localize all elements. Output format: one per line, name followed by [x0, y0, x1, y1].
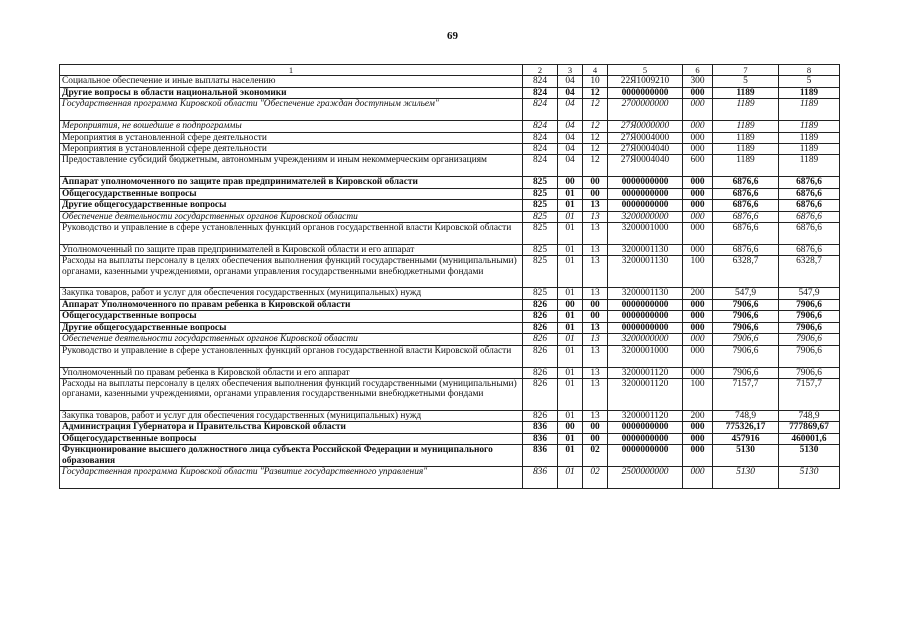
- row-expense-type-cell: 000: [683, 188, 713, 199]
- row-target-article-cell: 22Я1009210: [608, 76, 683, 87]
- table-row: [60, 378, 840, 410]
- row-subsection-cell: 00: [583, 188, 608, 199]
- column-header: 5: [608, 65, 683, 76]
- budget-table-body: [60, 65, 840, 489]
- row-section-cell: 01: [558, 211, 583, 222]
- row-section-cell: 01: [558, 200, 583, 211]
- row-amount-year2-cell: 7157,7: [779, 378, 840, 410]
- row-name-cell: Руководство и управление в сфере установленных функций органов государственной власти Кировской области: [60, 223, 523, 245]
- row-expense-type-cell: 000: [683, 121, 713, 132]
- row-amount-year2-cell: 460001,6: [779, 433, 840, 444]
- row-amount-year2-cell: 6876,6: [779, 223, 840, 245]
- row-subsection-cell: 12: [583, 132, 608, 143]
- row-name-cell: Другие вопросы в области национальной экономики: [60, 87, 523, 98]
- row-amount-year1-cell: 7906,6: [713, 367, 779, 378]
- row-expense-type-cell: 000: [683, 87, 713, 98]
- row-name-cell: Общегосударственные вопросы: [60, 311, 523, 322]
- row-amount-year2-cell: 7906,6: [779, 311, 840, 322]
- table-row: [60, 155, 840, 177]
- row-target-article-cell: 0000000000: [608, 188, 683, 199]
- row-target-article-cell: 0000000000: [608, 445, 683, 467]
- row-subsection-cell: 13: [583, 322, 608, 333]
- row-expense-type-cell: 000: [683, 445, 713, 467]
- row-subsection-cell: 13: [583, 378, 608, 410]
- row-subsection-cell: 02: [583, 467, 608, 489]
- row-expense-type-cell: 000: [683, 211, 713, 222]
- row-section-cell: 01: [558, 378, 583, 410]
- row-section-cell: 01: [558, 245, 583, 256]
- table-row: [60, 299, 840, 310]
- row-gov-code-cell: 824: [523, 121, 558, 132]
- row-name-cell: Мероприятия, не вошедшие в подпрограммы: [60, 121, 523, 132]
- row-amount-year1-cell: 6876,6: [713, 245, 779, 256]
- row-target-article-cell: 3200001130: [608, 245, 683, 256]
- row-expense-type-cell: 000: [683, 322, 713, 333]
- row-subsection-cell: 12: [583, 121, 608, 132]
- row-expense-type-cell: 600: [683, 155, 713, 177]
- row-subsection-cell: 13: [583, 200, 608, 211]
- row-amount-year2-cell: 6876,6: [779, 245, 840, 256]
- row-expense-type-cell: 000: [683, 334, 713, 345]
- table-row: [60, 288, 840, 299]
- row-amount-year1-cell: 7906,6: [713, 345, 779, 367]
- row-target-article-cell: 3200000000: [608, 334, 683, 345]
- row-name-cell: Закупка товаров, работ и услуг для обеспечения государственных (муниципальных) нужд: [60, 410, 523, 421]
- row-expense-type-cell: 000: [683, 367, 713, 378]
- row-expense-type-cell: 000: [683, 245, 713, 256]
- row-amount-year2-cell: 7906,6: [779, 322, 840, 333]
- table-row: [60, 311, 840, 322]
- row-expense-type-cell: 000: [683, 132, 713, 143]
- table-row: [60, 76, 840, 87]
- row-amount-year1-cell: 6328,7: [713, 256, 779, 288]
- table-row: [60, 87, 840, 98]
- row-amount-year2-cell: 777869,67: [779, 422, 840, 433]
- row-amount-year2-cell: 1189: [779, 87, 840, 98]
- row-subsection-cell: 12: [583, 155, 608, 177]
- row-target-article-cell: 0000000000: [608, 433, 683, 444]
- table-row: [60, 433, 840, 444]
- row-amount-year1-cell: 1189: [713, 99, 779, 121]
- row-amount-year2-cell: 6876,6: [779, 211, 840, 222]
- row-subsection-cell: 00: [583, 422, 608, 433]
- row-gov-code-cell: 824: [523, 87, 558, 98]
- row-target-article-cell: 0000000000: [608, 87, 683, 98]
- row-amount-year2-cell: 1189: [779, 132, 840, 143]
- row-section-cell: 00: [558, 177, 583, 188]
- row-section-cell: 04: [558, 87, 583, 98]
- row-amount-year1-cell: 6876,6: [713, 200, 779, 211]
- table-row: [60, 345, 840, 367]
- row-section-cell: 04: [558, 99, 583, 121]
- row-amount-year2-cell: 1189: [779, 144, 840, 155]
- row-section-cell: 00: [558, 422, 583, 433]
- row-gov-code-cell: 826: [523, 378, 558, 410]
- row-amount-year2-cell: 5130: [779, 467, 840, 489]
- row-name-cell: Другие общегосударственные вопросы: [60, 200, 523, 211]
- row-amount-year2-cell: 6876,6: [779, 177, 840, 188]
- table-row: [60, 177, 840, 188]
- row-expense-type-cell: 200: [683, 410, 713, 421]
- budget-table: [59, 64, 840, 489]
- row-gov-code-cell: 825: [523, 200, 558, 211]
- row-subsection-cell: 13: [583, 367, 608, 378]
- row-target-article-cell: 0000000000: [608, 299, 683, 310]
- row-target-article-cell: 3200000000: [608, 211, 683, 222]
- row-expense-type-cell: 000: [683, 299, 713, 310]
- row-name-cell: Государственная программа Кировской области "Развитие государственного управления": [60, 467, 523, 489]
- column-header: 8: [779, 65, 840, 76]
- row-target-article-cell: 3200001000: [608, 345, 683, 367]
- row-target-article-cell: 3200001130: [608, 256, 683, 288]
- row-subsection-cell: 12: [583, 99, 608, 121]
- row-subsection-cell: 00: [583, 177, 608, 188]
- row-amount-year1-cell: 1189: [713, 144, 779, 155]
- row-target-article-cell: 2700000000: [608, 99, 683, 121]
- row-gov-code-cell: 826: [523, 334, 558, 345]
- row-name-cell: Мероприятия в установленной сфере деятельности: [60, 144, 523, 155]
- row-name-cell: Мероприятия в установленной сфере деятельности: [60, 132, 523, 143]
- row-name-cell: Государственная программа Кировской области "Обеспечение граждан доступным жильем": [60, 99, 523, 121]
- row-gov-code-cell: 836: [523, 445, 558, 467]
- row-amount-year1-cell: 1189: [713, 121, 779, 132]
- row-target-article-cell: 3200001120: [608, 378, 683, 410]
- row-section-cell: 01: [558, 322, 583, 333]
- row-section-cell: 01: [558, 223, 583, 245]
- row-amount-year1-cell: 748,9: [713, 410, 779, 421]
- table-row: [60, 223, 840, 245]
- row-name-cell: Уполномоченный по правам ребенка в Кировской области и его аппарат: [60, 367, 523, 378]
- row-section-cell: 01: [558, 256, 583, 288]
- row-gov-code-cell: 826: [523, 345, 558, 367]
- row-amount-year2-cell: 7906,6: [779, 367, 840, 378]
- row-subsection-cell: 12: [583, 144, 608, 155]
- row-amount-year2-cell: 6876,6: [779, 188, 840, 199]
- row-expense-type-cell: 000: [683, 200, 713, 211]
- row-subsection-cell: 13: [583, 288, 608, 299]
- row-expense-type-cell: 000: [683, 467, 713, 489]
- row-expense-type-cell: 200: [683, 288, 713, 299]
- table-row: [60, 144, 840, 155]
- table-row: [60, 467, 840, 489]
- row-name-cell: Уполномоченный по защите прав предпринимателей в Кировской области и его аппарат: [60, 245, 523, 256]
- column-header: 6: [683, 65, 713, 76]
- row-section-cell: 01: [558, 288, 583, 299]
- row-subsection-cell: 13: [583, 334, 608, 345]
- row-amount-year1-cell: 7906,6: [713, 311, 779, 322]
- row-amount-year2-cell: 748,9: [779, 410, 840, 421]
- row-gov-code-cell: 824: [523, 99, 558, 121]
- row-expense-type-cell: 000: [683, 345, 713, 367]
- row-subsection-cell: 02: [583, 445, 608, 467]
- row-amount-year2-cell: 7906,6: [779, 299, 840, 310]
- row-name-cell: Предоставление субсидий бюджетным, автономным учреждениям и иным некоммерческим организациям: [60, 155, 523, 177]
- row-gov-code-cell: 824: [523, 132, 558, 143]
- row-subsection-cell: 13: [583, 345, 608, 367]
- row-expense-type-cell: 100: [683, 378, 713, 410]
- row-expense-type-cell: 000: [683, 99, 713, 121]
- row-subsection-cell: 13: [583, 256, 608, 288]
- row-amount-year1-cell: 6876,6: [713, 223, 779, 245]
- row-amount-year1-cell: 7157,7: [713, 378, 779, 410]
- row-amount-year1-cell: 5130: [713, 467, 779, 489]
- table-row: [60, 132, 840, 143]
- column-header: 3: [558, 65, 583, 76]
- table-row: [60, 245, 840, 256]
- row-amount-year2-cell: 1189: [779, 155, 840, 177]
- page-number: 69: [447, 30, 458, 42]
- row-amount-year1-cell: 457916: [713, 433, 779, 444]
- row-amount-year2-cell: 6328,7: [779, 256, 840, 288]
- row-amount-year1-cell: 6876,6: [713, 188, 779, 199]
- row-subsection-cell: 00: [583, 311, 608, 322]
- row-gov-code-cell: 826: [523, 322, 558, 333]
- row-target-article-cell: 0000000000: [608, 322, 683, 333]
- row-amount-year1-cell: 7906,6: [713, 322, 779, 333]
- row-gov-code-cell: 836: [523, 422, 558, 433]
- table-row: [60, 322, 840, 333]
- row-amount-year1-cell: 1189: [713, 132, 779, 143]
- row-section-cell: 01: [558, 433, 583, 444]
- table-row: [60, 422, 840, 433]
- table-row: [60, 99, 840, 121]
- table-row: [60, 200, 840, 211]
- table-row: [60, 410, 840, 421]
- row-amount-year1-cell: 6876,6: [713, 177, 779, 188]
- row-section-cell: 01: [558, 334, 583, 345]
- row-amount-year2-cell: 7906,6: [779, 334, 840, 345]
- row-subsection-cell: 13: [583, 245, 608, 256]
- row-section-cell: 04: [558, 76, 583, 87]
- row-name-cell: Общегосударственные вопросы: [60, 188, 523, 199]
- table-row: [60, 334, 840, 345]
- row-gov-code-cell: 836: [523, 467, 558, 489]
- table-row: [60, 256, 840, 288]
- row-target-article-cell: 3200001130: [608, 288, 683, 299]
- row-expense-type-cell: 300: [683, 76, 713, 87]
- row-section-cell: 01: [558, 410, 583, 421]
- row-target-article-cell: 27Я0004000: [608, 132, 683, 143]
- row-amount-year1-cell: 6876,6: [713, 211, 779, 222]
- row-target-article-cell: 0000000000: [608, 177, 683, 188]
- row-amount-year1-cell: 1189: [713, 87, 779, 98]
- column-header: 4: [583, 65, 608, 76]
- row-section-cell: 01: [558, 367, 583, 378]
- row-amount-year1-cell: 5130: [713, 445, 779, 467]
- row-subsection-cell: 13: [583, 223, 608, 245]
- row-name-cell: Обеспечение деятельности государственных органов Кировской области: [60, 334, 523, 345]
- row-section-cell: 04: [558, 144, 583, 155]
- row-expense-type-cell: 000: [683, 177, 713, 188]
- row-target-article-cell: 0000000000: [608, 200, 683, 211]
- row-section-cell: 01: [558, 345, 583, 367]
- row-name-cell: Закупка товаров, работ и услуг для обеспечения государственных (муниципальных) нужд: [60, 288, 523, 299]
- row-name-cell: Расходы на выплаты персоналу в целях обеспечения выполнения функций государственными (муниципальными) органами, казенными учреждениями, органами управления государственными внебюджетными фондами: [60, 256, 523, 288]
- row-section-cell: 01: [558, 467, 583, 489]
- row-expense-type-cell: 000: [683, 144, 713, 155]
- row-expense-type-cell: 100: [683, 256, 713, 288]
- table-header-row: [60, 65, 840, 76]
- row-target-article-cell: 27Я0004040: [608, 155, 683, 177]
- row-gov-code-cell: 825: [523, 256, 558, 288]
- row-subsection-cell: 00: [583, 433, 608, 444]
- row-name-cell: Расходы на выплаты персоналу в целях обеспечения выполнения функций государственными (муниципальными) органами, казенными учреждениями, органами управления государственными внебюджетными фондами: [60, 378, 523, 410]
- row-gov-code-cell: 825: [523, 188, 558, 199]
- row-expense-type-cell: 000: [683, 223, 713, 245]
- row-subsection-cell: 10: [583, 76, 608, 87]
- row-target-article-cell: 2500000000: [608, 467, 683, 489]
- row-name-cell: Функционирование высшего должностного лица субъекта Российской Федерации и муниципального образования: [60, 445, 523, 467]
- column-header: 2: [523, 65, 558, 76]
- row-name-cell: Аппарат уполномоченного по защите прав предпринимателей в Кировской области: [60, 177, 523, 188]
- column-header: 7: [713, 65, 779, 76]
- row-name-cell: Администрация Губернатора и Правительства Кировской области: [60, 422, 523, 433]
- row-name-cell: Руководство и управление в сфере установленных функций органов государственной власти Кировской области: [60, 345, 523, 367]
- row-name-cell: Обеспечение деятельности государственных органов Кировской области: [60, 211, 523, 222]
- row-target-article-cell: 0000000000: [608, 311, 683, 322]
- row-target-article-cell: 0000000000: [608, 422, 683, 433]
- row-subsection-cell: 00: [583, 299, 608, 310]
- row-expense-type-cell: 000: [683, 433, 713, 444]
- row-section-cell: 04: [558, 155, 583, 177]
- row-amount-year2-cell: 5: [779, 76, 840, 87]
- row-amount-year1-cell: 7906,6: [713, 334, 779, 345]
- table-row: [60, 188, 840, 199]
- row-amount-year2-cell: 1189: [779, 99, 840, 121]
- row-gov-code-cell: 825: [523, 223, 558, 245]
- row-gov-code-cell: 824: [523, 155, 558, 177]
- row-amount-year2-cell: 547,9: [779, 288, 840, 299]
- row-gov-code-cell: 826: [523, 367, 558, 378]
- row-section-cell: 01: [558, 311, 583, 322]
- column-header: 1: [60, 65, 523, 76]
- row-name-cell: Другие общегосударственные вопросы: [60, 322, 523, 333]
- row-gov-code-cell: 826: [523, 410, 558, 421]
- row-target-article-cell: 27Я0000000: [608, 121, 683, 132]
- row-amount-year2-cell: 7906,6: [779, 345, 840, 367]
- row-gov-code-cell: 824: [523, 76, 558, 87]
- row-name-cell: Общегосударственные вопросы: [60, 433, 523, 444]
- row-target-article-cell: 27Я0004040: [608, 144, 683, 155]
- row-gov-code-cell: 825: [523, 211, 558, 222]
- row-section-cell: 00: [558, 299, 583, 310]
- row-gov-code-cell: 836: [523, 433, 558, 444]
- row-gov-code-cell: 824: [523, 144, 558, 155]
- row-target-article-cell: 3200001120: [608, 367, 683, 378]
- row-subsection-cell: 12: [583, 87, 608, 98]
- row-gov-code-cell: 826: [523, 311, 558, 322]
- row-target-article-cell: 3200001120: [608, 410, 683, 421]
- table-row: [60, 367, 840, 378]
- row-amount-year1-cell: 5: [713, 76, 779, 87]
- row-section-cell: 04: [558, 121, 583, 132]
- row-section-cell: 04: [558, 132, 583, 143]
- row-section-cell: 01: [558, 188, 583, 199]
- row-gov-code-cell: 825: [523, 288, 558, 299]
- row-amount-year1-cell: 1189: [713, 155, 779, 177]
- row-subsection-cell: 13: [583, 211, 608, 222]
- table-row: [60, 121, 840, 132]
- row-name-cell: Аппарат Уполномоченного по правам ребенка в Кировской области: [60, 299, 523, 310]
- row-amount-year1-cell: 547,9: [713, 288, 779, 299]
- row-name-cell: Социальное обеспечение и иные выплаты населению: [60, 76, 523, 87]
- table-row: [60, 211, 840, 222]
- row-amount-year1-cell: 775326,17: [713, 422, 779, 433]
- row-expense-type-cell: 000: [683, 311, 713, 322]
- row-target-article-cell: 3200001000: [608, 223, 683, 245]
- row-section-cell: 01: [558, 445, 583, 467]
- row-gov-code-cell: 826: [523, 299, 558, 310]
- row-amount-year2-cell: 5130: [779, 445, 840, 467]
- row-amount-year1-cell: 7906,6: [713, 299, 779, 310]
- row-gov-code-cell: 825: [523, 245, 558, 256]
- row-expense-type-cell: 000: [683, 422, 713, 433]
- row-amount-year2-cell: 1189: [779, 121, 840, 132]
- table-row: [60, 445, 840, 467]
- row-subsection-cell: 13: [583, 410, 608, 421]
- row-amount-year2-cell: 6876,6: [779, 200, 840, 211]
- row-gov-code-cell: 825: [523, 177, 558, 188]
